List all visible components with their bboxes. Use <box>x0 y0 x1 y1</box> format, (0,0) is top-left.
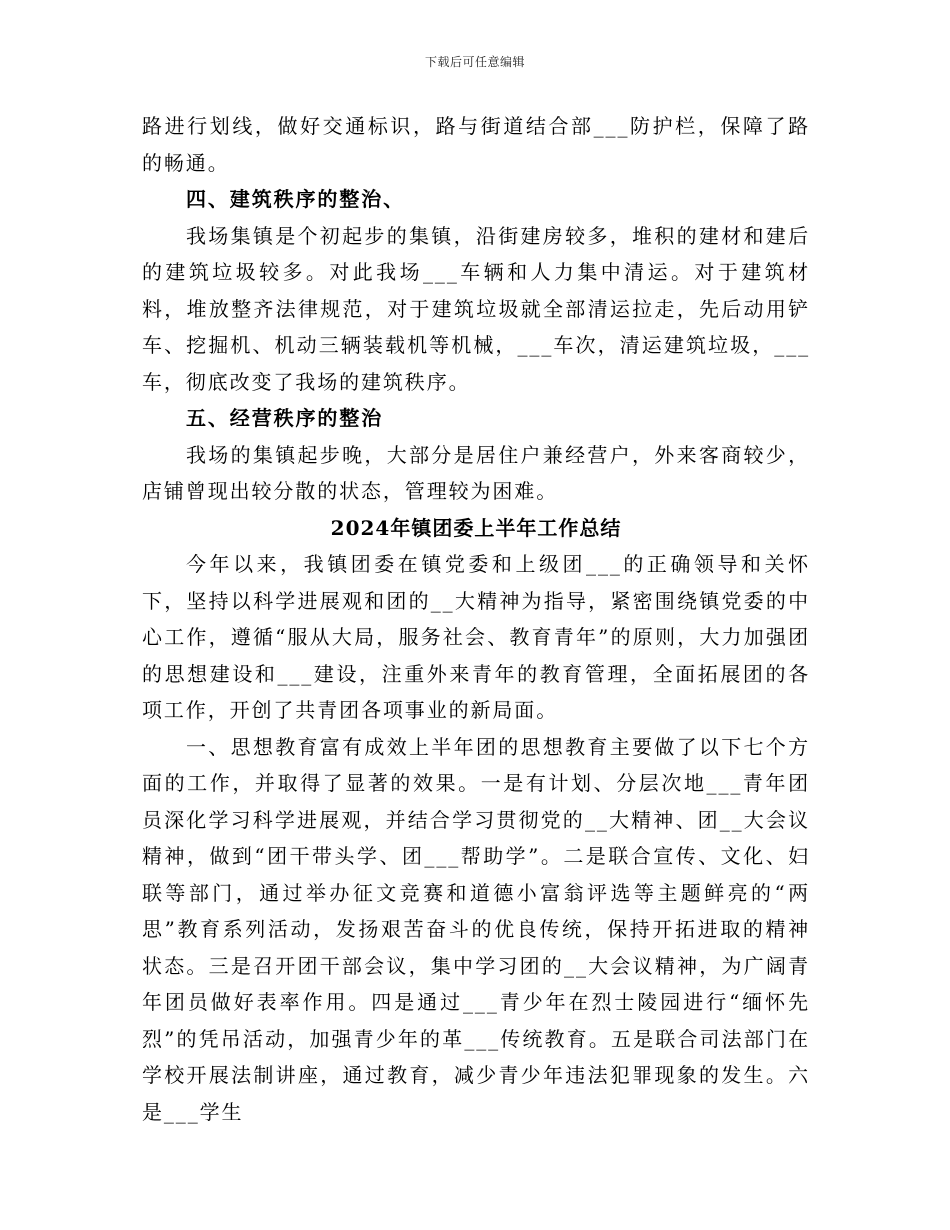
section-heading-business-order: 五、经营秩序的整治 <box>186 406 384 430</box>
paragraph-introduction: 今年以来，我镇团委在镇党委和上级团___的正确领导和关怀下，坚持以科学进展观和团的__大精神为指导，紧密围绕镇党委的中心工作，遵循“服从大局，服务社会、教育青年”的原则，大力加强团的思想建设和___建设，注重外来青年的教育管理，全面拓展团的各项工作，开创了共青团各项事业的新局面。 <box>142 552 810 722</box>
section-heading-building-order: 四、建筑秩序的整治、 <box>186 187 405 211</box>
page-header: 下载后可任意编辑 <box>424 55 525 69</box>
paragraph-road-marking: 路进行划线，做好交通标识，路与街道结合部___防护栏，保障了路的畅通。 <box>142 114 810 175</box>
paragraph-ideological-education: 一、思想教育富有成效上半年团的思想教育主要做了以下七个方面的工作，并取得了显著的效果。一是有计划、分层次地___青年团员深化学习科学进展观，并结合学习贯彻党的__大精神、团__大会议精神，做到“团干带头学、团___帮助学”。二是联合宣传、文化、妇联等部门，通过举办征文竞赛和道德小富翁评选等主题鲜亮的“两思”教育系列活动，发扬艰苦奋斗的优良传统，保持开拓进取的精神状态。三是召开团干部会议，集中学习团的__大会议精神，为广阔青年团员做好表率作用。四是通过___青少年在烈士陵园进行“缅怀先烈”的凭吊活动，加强青少年的革___传统教育。五是联合司法部门在学校开展法制讲座，通过教育，减少青少年违法犯罪现象的发生。六是___学生 <box>142 734 810 1124</box>
document-title: 2024年镇团委上半年工作总结 <box>330 515 622 540</box>
paragraph-building-order: 我场集镇是个初起步的集镇，沿街建房较多，堆积的建材和建后的建筑垃圾较多。对此我场___车辆和人力集中清运。对于建筑材料，堆放整齐法律规范，对于建筑垃圾就全部清运拉走，先后动用铲车、挖掘机、机动三辆装载机等机械，___车次，清运建筑垃圾，___车，彻底改变了我场的建筑秩序。 <box>142 223 810 394</box>
document-body <box>142 108 810 1130</box>
paragraph-business-order: 我场的集镇起步晚，大部分是居住户兼经营户，外来客商较少，店铺曾现出较分散的状态，管理较为困难。 <box>142 442 810 503</box>
